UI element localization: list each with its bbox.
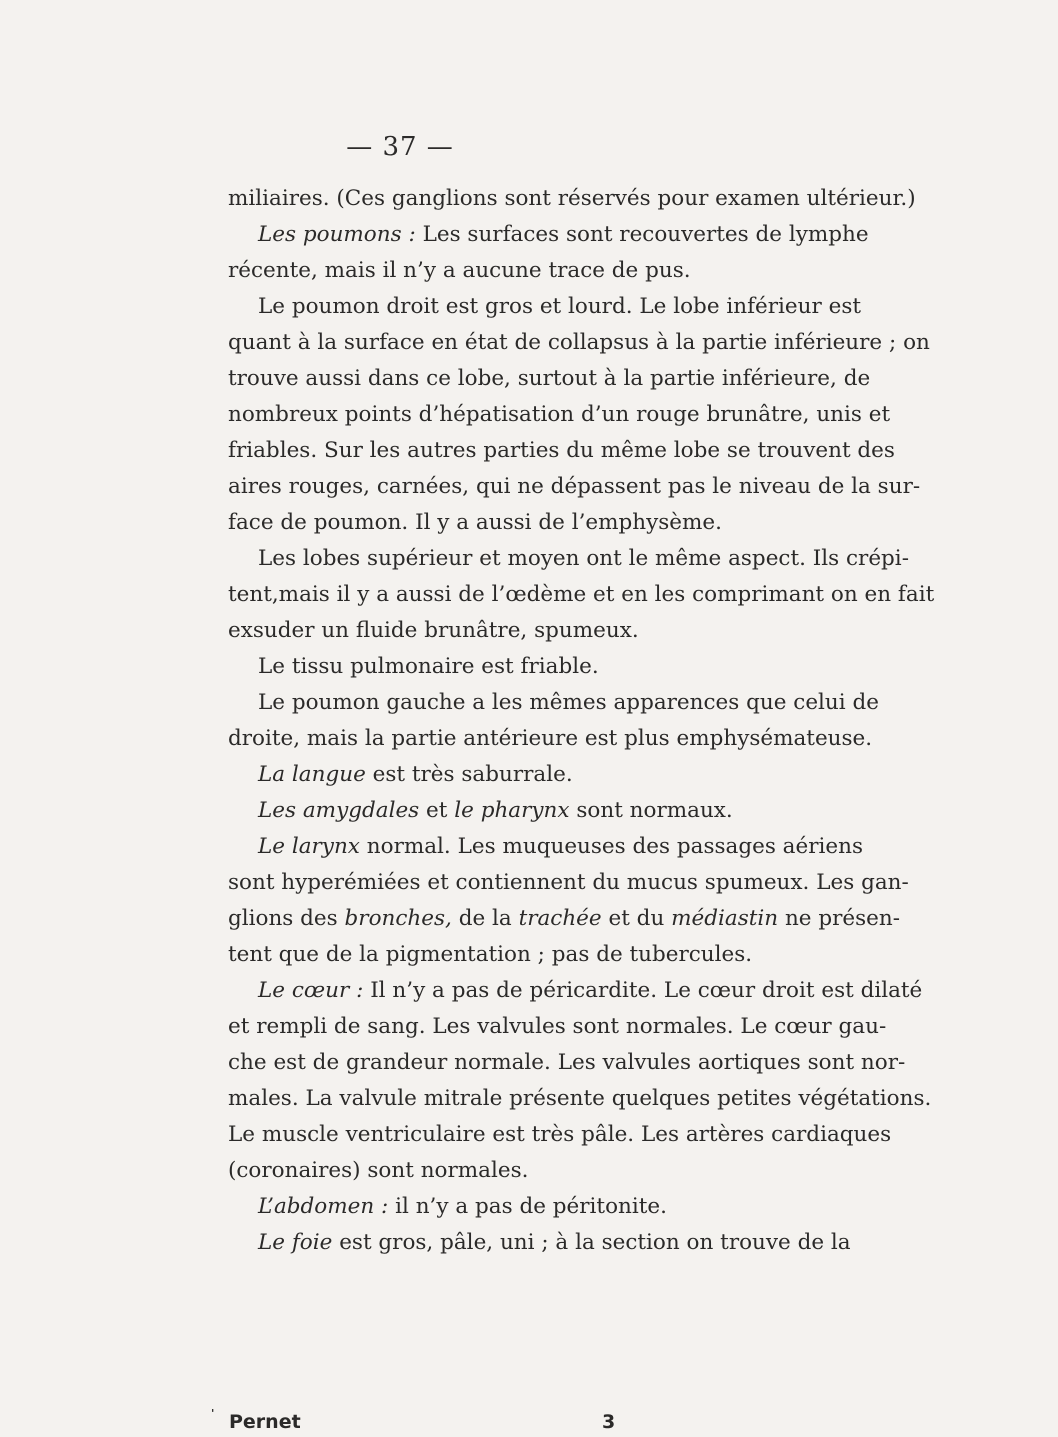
text-line: Le poumon gauche a les mêmes apparences que celui de (258, 690, 879, 715)
text-line-remainder: ne présen- (784, 906, 900, 931)
footer-signature: 3 (602, 1411, 616, 1433)
text-line-emphasis: La langue (258, 762, 366, 787)
text-line: Le poumon droit est gros et lourd. Le lobe inférieur est (258, 294, 862, 319)
text-line-remainder: glions des (228, 906, 338, 931)
text-line: droite, mais la partie antérieure est plus emphysémateuse. (228, 726, 873, 751)
text-line: miliaires. (Ces ganglions sont réservés pour examen ultérieur.) (228, 186, 916, 211)
text-line: sont hyperémiées et contiennent du mucus spumeux. Les gan- (228, 870, 909, 895)
text-line-remainder: est très saburrale. (372, 762, 573, 787)
text-line (0, 1228, 851, 1258)
text-line (0, 832, 863, 862)
text-line-remainder: de la (458, 906, 512, 931)
text-line-emphasis: Le larynx (258, 834, 360, 859)
text-line-emphasis: Le foie (258, 1230, 333, 1255)
text-line-emphasis: Le cœur : (258, 978, 364, 1003)
text-line: et rempli de sang. Les valvules sont normales. Le cœur gau- (228, 1014, 887, 1039)
text-line: Le tissu pulmonaire est friable. (258, 654, 599, 679)
text-line: (coronaires) sont normales. (228, 1158, 529, 1183)
text-line-emphasis: L’abdomen : (258, 1194, 389, 1219)
text-line (0, 1192, 1058, 1222)
text-line: friables. Sur les autres parties du même lobe se trouvent des (228, 438, 895, 463)
text-line-remainder: et (426, 798, 448, 823)
text-line-remainder: Les surfaces sont recouvertes de lymphe (422, 222, 869, 247)
text-line (0, 904, 900, 934)
text-line (0, 220, 869, 250)
text-line: males. La valvule mitrale présente quelques petites végétations. (228, 1086, 932, 1111)
text-line: nombreux points d’hépatisation d’un rouge brunâtre, unis et (228, 402, 891, 427)
text-line-remainder: il n’y a pas de péritonite. (395, 1194, 667, 1219)
text-line-remainder: Il n’y a pas de péricardite. Le cœur droit est dilaté (370, 978, 923, 1003)
text-line: tent que de la pigmentation ; pas de tubercules. (228, 942, 753, 967)
text-line: Le muscle ventriculaire est très pâle. Les artères cardiaques (228, 1122, 892, 1147)
text-line-remainder: normal. Les muqueuses des passages aériens (366, 834, 863, 859)
text-line-remainder: est gros, pâle, uni ; à la section on trouve de la (339, 1230, 851, 1255)
text-line: exsuder un fluide brunâtre, spumeux. (228, 618, 639, 643)
text-line-remainder: et du (608, 906, 665, 931)
text-line: tent,mais il y a aussi de l’œdème et en les comprimant on en fait (228, 582, 935, 607)
text-line-emphasis: bronches, (344, 906, 452, 931)
text-line (0, 976, 923, 1006)
text-line: trouve aussi dans ce lobe, surtout à la partie inférieure, de (228, 366, 871, 391)
text-line-emphasis: le pharynx (454, 798, 570, 823)
text-line-remainder: sont normaux. (576, 798, 733, 823)
text-line-emphasis: médiastin (671, 906, 779, 931)
text-line: Les lobes supérieur et moyen ont le même aspect. Ils crépi- (258, 546, 909, 571)
text-line (0, 760, 1058, 790)
text-line-emphasis: trachée (518, 906, 602, 931)
text-line-emphasis: Les poumons : (258, 222, 416, 247)
text-line: che est de grandeur normale. Les valvules aortiques sont nor- (228, 1050, 906, 1075)
footer-author: Pernet (229, 1411, 301, 1433)
footer-mark: ' (211, 1407, 215, 1420)
text-line: quant à la surface en état de collapsus à la partie inférieure ; on (228, 330, 930, 355)
text-line: aires rouges, carnées, qui ne dépassent pas le niveau de la sur- (228, 474, 921, 499)
text-line (0, 796, 1058, 826)
text-line-emphasis: Les amygdales (258, 798, 420, 823)
text-line: récente, mais il n’y a aucune trace de pus. (228, 258, 691, 283)
page-number: — 37 — (346, 132, 454, 162)
text-line: face de poumon. Il y a aussi de l’emphysème. (228, 510, 722, 535)
